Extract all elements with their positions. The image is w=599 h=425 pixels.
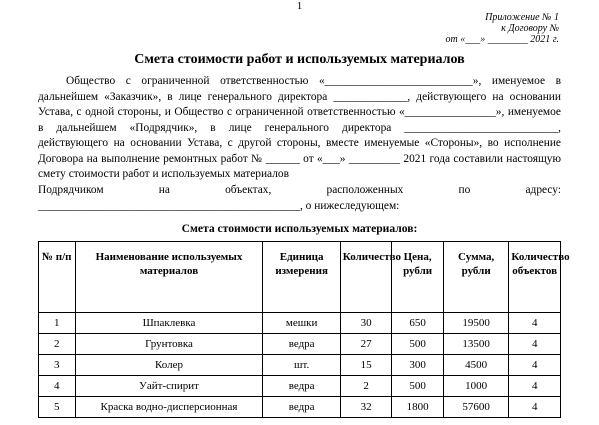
cell-sum: 1000 xyxy=(443,376,509,397)
cell-quantity: 30 xyxy=(340,313,392,334)
intro-paragraph: Общество с ограниченной ответственностью «__________________________», именуемое в дальнейшем «Заказчик», в лице генерального директора _____________, действующего на основании Устава, с одной стороны, и Общество с ограниченной ответственностью «________________», именуемое в дальнейшем «Подрядчик», в лице генерального директора ___________________________, действующего на основании Устава, с другой стороны, вместе именуемые «Стороны», во исполнение Договора на выполнение ремонтных работ № ______ от «___» _________ 2021 года составили настоящую смету стоимости работ и используемых материалов xyxy=(38,75,561,180)
intro-last-line: ______________________________________________, о нижеследующем: xyxy=(38,200,400,212)
cell-number: 2 xyxy=(39,334,76,355)
cell-unit: шт. xyxy=(263,355,340,376)
table-title: Смета стоимости используемых материалов: xyxy=(181,222,418,235)
cell-sum: 4500 xyxy=(443,355,509,376)
cell-quantity: 32 xyxy=(340,397,392,418)
appendix-header xyxy=(446,12,560,45)
table-row xyxy=(39,397,561,418)
appendix-line-2: к Договору № xyxy=(501,23,559,34)
cell-number: 1 xyxy=(39,313,76,334)
cell-objects-count: 4 xyxy=(509,376,561,397)
cell-quantity: 27 xyxy=(340,334,392,355)
intro-spread-line: Подрядчиком на объектах, расположенных по адресу: xyxy=(38,184,561,196)
cell-price: 500 xyxy=(392,376,444,397)
cell-sum: 19500 xyxy=(443,313,509,334)
cell-price: 300 xyxy=(392,355,444,376)
cell-quantity: 15 xyxy=(340,355,392,376)
cell-price: 650 xyxy=(392,313,444,334)
table-row xyxy=(39,334,561,355)
page-number: 1 xyxy=(296,0,303,12)
header-price: Цена, рубли xyxy=(392,242,444,313)
cell-number: 5 xyxy=(39,397,76,418)
cell-price: 1800 xyxy=(392,397,444,418)
cell-price: 500 xyxy=(392,334,444,355)
cell-material-name: Шпаклевка xyxy=(75,313,263,334)
table-header-row xyxy=(39,242,561,313)
cell-sum: 57600 xyxy=(443,397,509,418)
cell-objects-count: 4 xyxy=(509,397,561,418)
header-unit: Единица измерения xyxy=(263,242,340,313)
table-row xyxy=(39,376,561,397)
cell-objects-count: 4 xyxy=(509,313,561,334)
cell-number: 4 xyxy=(39,376,76,397)
cell-material-name: Грунтовка xyxy=(75,334,263,355)
appendix-line-1: Приложение № 1 xyxy=(485,12,559,23)
cell-objects-count: 4 xyxy=(509,334,561,355)
table-row xyxy=(39,355,561,376)
header-quantity: Количество xyxy=(340,242,392,313)
cell-unit: мешки xyxy=(263,313,340,334)
cell-unit: ведра xyxy=(263,334,340,355)
cell-material-name: Уайт-спирит xyxy=(75,376,263,397)
header-objects-count: Количество объектов xyxy=(509,242,561,313)
cell-unit: ведра xyxy=(263,376,340,397)
document-title: Смета стоимости работ и используемых материалов xyxy=(134,52,465,67)
cell-unit: ведра xyxy=(263,397,340,418)
cell-quantity: 2 xyxy=(340,376,392,397)
cell-material-name: Краска водно-дисперсионная xyxy=(75,397,263,418)
appendix-line-3: от «___» ________ 2021 г. xyxy=(445,34,559,45)
header-material-name: Наименование используемых материалов xyxy=(75,242,263,313)
cell-sum: 13500 xyxy=(443,334,509,355)
materials-table xyxy=(38,241,570,418)
cell-objects-count: 4 xyxy=(509,355,561,376)
table-row xyxy=(39,313,561,334)
header-number: № п/п xyxy=(39,242,76,313)
cell-number: 3 xyxy=(39,355,76,376)
header-sum: Сумма, рубли xyxy=(443,242,509,313)
cell-material-name: Колер xyxy=(75,355,263,376)
